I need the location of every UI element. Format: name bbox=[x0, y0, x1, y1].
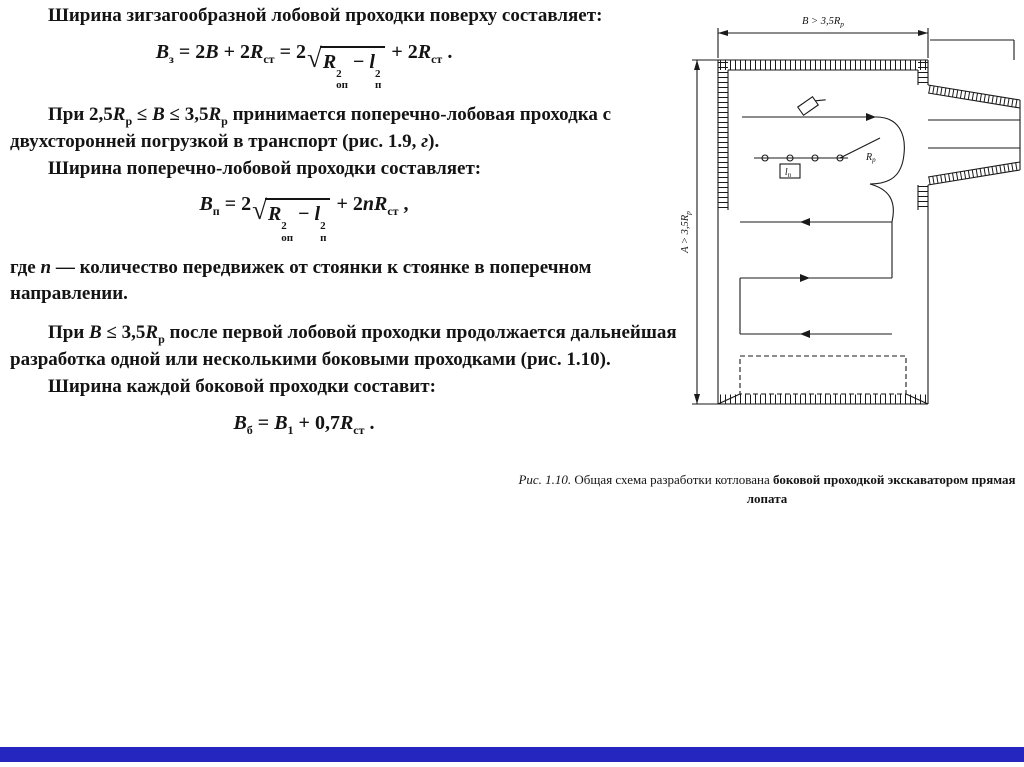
formula-var: B bbox=[205, 40, 219, 63]
formula-text: + 2 bbox=[386, 40, 418, 63]
paragraph-side-intro: Ширина каждой боковой проходки составит: bbox=[48, 375, 436, 397]
formula-var: l bbox=[314, 203, 321, 226]
formula-text: = bbox=[252, 411, 275, 434]
excavator-icon bbox=[798, 92, 826, 116]
formula-text: − bbox=[348, 50, 370, 73]
formula-var: n bbox=[362, 193, 374, 216]
formula-var: R bbox=[322, 50, 337, 73]
formula-var: l bbox=[369, 50, 375, 73]
formula-var: R bbox=[267, 203, 282, 226]
paragraph-transverse-intro: Ширина поперечно-лобовой проходки составляет: bbox=[48, 157, 482, 179]
dimension-left-label: $A > 3,5R_р$ bbox=[680, 211, 693, 253]
radicand bbox=[265, 198, 331, 244]
station-markers bbox=[754, 138, 880, 178]
radical-sign: √ bbox=[252, 195, 267, 226]
formula-text: − bbox=[293, 203, 315, 226]
sup-sub: 2 оп bbox=[281, 220, 294, 245]
paragraph-side-condition: При $B \le 3,5R_р$ после первой лобовой проходки продолжается дальнейшая разработка одной или несколькими боковыми проходками (рис. 1.10). bbox=[10, 321, 677, 371]
formula-text: = 2 bbox=[173, 40, 206, 63]
formula-sub: з bbox=[169, 51, 174, 66]
formula-var: R bbox=[339, 411, 354, 434]
footer-bar bbox=[0, 747, 1024, 762]
formula-var: R bbox=[417, 40, 432, 63]
formula-var: B bbox=[155, 40, 170, 63]
radical-sign: √ bbox=[307, 42, 322, 73]
formula-text: + 2 bbox=[218, 40, 251, 63]
formula-sub: ст bbox=[431, 51, 443, 66]
formula-text: = 2 bbox=[274, 40, 306, 63]
pit-outline bbox=[718, 60, 928, 404]
formula-var: R bbox=[373, 193, 388, 216]
sup-sub: 2 оп bbox=[336, 67, 349, 92]
formula-var: B bbox=[233, 411, 247, 434]
formula-text: . bbox=[364, 411, 375, 434]
ramp bbox=[928, 85, 1020, 185]
formula-var: B bbox=[199, 193, 213, 216]
formula-text: , bbox=[398, 193, 409, 216]
formula-side-width bbox=[10, 409, 678, 439]
formula-sub: ст bbox=[263, 51, 275, 66]
text-column bbox=[10, 3, 678, 448]
excavation-scheme-svg bbox=[680, 8, 1024, 463]
paragraph-zigzag-intro: Ширина зигзагообразной лобовой проходки поверху составляет: bbox=[48, 5, 603, 26]
formula-var: R bbox=[250, 40, 264, 63]
formula-sub: ст bbox=[387, 204, 399, 219]
formula-text: . bbox=[442, 40, 453, 63]
radicand bbox=[320, 46, 386, 92]
formula-transverse-width bbox=[10, 190, 678, 244]
pass-length-label: $l_п$ bbox=[784, 167, 792, 179]
formula-text: + 2 bbox=[331, 193, 363, 216]
figure-caption-number: Рис. 1.10. bbox=[518, 472, 572, 487]
hatching bbox=[720, 62, 1019, 399]
dimension-top bbox=[718, 28, 1014, 60]
square-root bbox=[252, 195, 330, 245]
dimension-top-label: $B > 3,5R_р$ bbox=[801, 16, 845, 29]
formula-sub: 1 bbox=[287, 422, 294, 437]
figure-1-10-diagram bbox=[680, 8, 1024, 463]
formula-zigzag-width bbox=[10, 38, 678, 92]
figure-caption-bold-text: боковой проходкой экскаватором прямая лопата bbox=[746, 472, 1016, 506]
serpentine-path bbox=[740, 113, 904, 338]
formula-text: = 2 bbox=[219, 193, 252, 216]
figure-caption bbox=[514, 471, 1020, 509]
sup-sub: 2 п bbox=[320, 220, 327, 245]
formula-var: B bbox=[274, 411, 288, 434]
digging-radius-label: $R_р$ bbox=[866, 152, 876, 164]
dimension-left bbox=[692, 60, 718, 404]
pit-bottom bbox=[718, 356, 928, 404]
formula-sub: п bbox=[212, 204, 220, 219]
square-root bbox=[307, 42, 385, 92]
formula-sub: ст bbox=[353, 422, 365, 437]
paragraph-transverse-condition: При $2,5R_р \le B \le 3,5R_р$ принимается поперечно-лобовая проходка с двухсторонней погрузкой в транспорт (рис. 1.9, г). bbox=[10, 103, 612, 153]
sup-sub: 2 п bbox=[374, 67, 382, 92]
formula-text: + 0,7 bbox=[293, 411, 340, 434]
formula-sub: б bbox=[246, 422, 253, 437]
paragraph-n-definition: где n — количество передвижек от стоянки к стоянке в поперечном направлении. bbox=[10, 256, 592, 305]
figure-caption-text: Общая схема разработки котлована bbox=[571, 472, 773, 487]
